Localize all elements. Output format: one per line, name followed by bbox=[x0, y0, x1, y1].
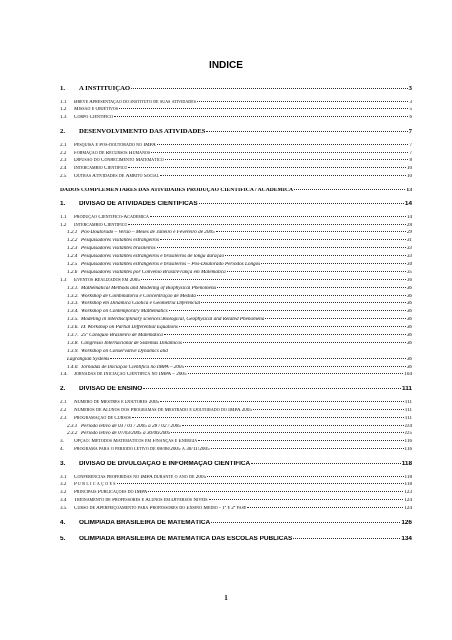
toc-entry-number: 3.1 bbox=[60, 474, 67, 480]
toc-entry-title: Breve Apresentação do Instituto de suas atividades bbox=[74, 99, 197, 105]
toc-dot-leader bbox=[199, 203, 404, 204]
toc-entry-number: 4. bbox=[60, 447, 64, 453]
toc-entry-title: Workshop on Contemporary Mathematics bbox=[81, 309, 168, 315]
toc-entry-page: 3 bbox=[408, 86, 412, 92]
toc-entry-number: 1.1 bbox=[60, 99, 67, 105]
toc-entry-page: 8 bbox=[409, 158, 412, 164]
toc-entry[interactable] bbox=[60, 520, 412, 530]
toc-dot-leader bbox=[143, 388, 401, 389]
toc-entry-title: OLIMPÍADA BRASILEIRA DE MATEMÁTICA DAS ESCOLAS PÚBLICAS bbox=[79, 535, 293, 542]
toc-dot-leader bbox=[227, 271, 406, 272]
toc-entry[interactable] bbox=[60, 215, 412, 223]
toc-dot-leader bbox=[119, 108, 408, 109]
toc-dot-leader bbox=[207, 476, 403, 477]
toc-entry-title: Programa para o período letivo de 08/08/2005 a 30/11/2005 bbox=[74, 447, 210, 453]
toc-entry[interactable] bbox=[60, 286, 412, 294]
toc-dot-leader bbox=[171, 432, 403, 433]
toc-entry-title: P u b l i c a ç õ e s bbox=[74, 482, 116, 488]
toc-entry-page: 124 bbox=[404, 506, 412, 512]
toc-entry-page: 28 bbox=[406, 222, 412, 228]
toc-entry-number: 1.3.4. bbox=[67, 309, 79, 315]
toc-entry-page: 36 bbox=[406, 293, 412, 299]
toc-entry-title: Congresso Internacional de Sistemas Dinâmicos bbox=[81, 340, 182, 346]
toc-entry-number: 1. bbox=[60, 86, 66, 92]
toc-entry-title: Difusão do Conhecimento Matemático bbox=[74, 158, 164, 164]
toc-entry[interactable] bbox=[60, 482, 412, 490]
toc-entry[interactable] bbox=[60, 333, 412, 341]
toc-entry-number: 1. bbox=[60, 201, 66, 208]
toc-dot-leader bbox=[160, 239, 406, 240]
toc-dot-leader bbox=[188, 373, 404, 374]
toc-entry-page: 33 bbox=[406, 246, 412, 252]
toc-entry-page: 123 bbox=[404, 490, 412, 496]
toc-entry[interactable] bbox=[60, 408, 412, 416]
toc-entry-number: 2.4 bbox=[60, 166, 67, 172]
toc-entry-number: 1.2 bbox=[60, 107, 67, 113]
toc-entry-page: 36 bbox=[406, 340, 412, 346]
toc-entry-title: Pesquisadores visitantes estrangeiros e brasileiros – Pós-Doutorado Períodos Longos bbox=[81, 261, 261, 267]
toc-entry-page: 118 bbox=[401, 461, 412, 468]
toc-entry-number: 2. bbox=[60, 129, 66, 136]
toc-entry-page: 111 bbox=[402, 386, 412, 393]
toc-entry-number: 1.1 bbox=[60, 214, 67, 220]
toc-entry-title: Jornadas de Iniciação Científica no IMPA – 2005 bbox=[74, 372, 187, 378]
toc-entry[interactable] bbox=[60, 158, 412, 166]
toc-entry-page: 114 bbox=[404, 423, 412, 429]
toc-entry[interactable] bbox=[60, 498, 412, 506]
toc-entry-title: Intercâmbio Científico bbox=[74, 222, 128, 228]
toc-entry[interactable] bbox=[60, 386, 412, 396]
toc-entry-number: 1.2.5 bbox=[67, 261, 78, 267]
toc-entry-title: DADOS COMPLEMENTARES DAS ATIVIDADES PRODUÇÃO CIENTÍFICA / ACADÊMICA bbox=[60, 188, 294, 194]
toc-entry[interactable] bbox=[60, 536, 412, 546]
toc-dot-leader bbox=[185, 366, 406, 367]
toc-entry[interactable] bbox=[60, 490, 412, 498]
toc-entry-page: 36 bbox=[406, 285, 412, 291]
toc-entry[interactable] bbox=[60, 223, 412, 231]
toc-entry[interactable] bbox=[60, 301, 412, 309]
toc-entry-number: 1.4.0. bbox=[67, 364, 79, 370]
toc-entry-title: Produção Científico-Acadêmica bbox=[74, 214, 149, 220]
toc-entry-page: 36 bbox=[406, 317, 412, 323]
toc-entry[interactable] bbox=[60, 341, 412, 349]
toc-entry-title: Pesquisa e Pós-doutorado no IMPA bbox=[74, 142, 156, 148]
toc-entry-title: Opção: Métodos Matemáticos em Finanças e Energia bbox=[74, 439, 198, 445]
toc-entry-number: 3.4 bbox=[60, 498, 67, 504]
toc-entry-title: Treinamento de Professores e Alunos em Diversos Níveis bbox=[74, 498, 208, 504]
toc-entry[interactable] bbox=[60, 246, 412, 254]
toc-entry-number: 1.4. bbox=[60, 372, 68, 378]
toc-dot-leader bbox=[211, 522, 400, 523]
toc-dot-leader bbox=[157, 144, 409, 145]
toc-dot-leader bbox=[211, 448, 404, 449]
toc-entry-number: 2.3.2 bbox=[67, 431, 78, 437]
toc-entry[interactable] bbox=[60, 270, 412, 278]
toc-dot-leader bbox=[183, 342, 406, 343]
toc-entry-title: Número de Mestres e Doutores 2005 bbox=[74, 399, 160, 405]
toc-entry-page: 118 bbox=[404, 482, 412, 488]
toc-entry-title: Formação de Recursos Humanos bbox=[74, 150, 151, 156]
toc-dot-leader bbox=[294, 189, 405, 190]
toc-dot-leader bbox=[148, 491, 403, 492]
toc-dot-leader bbox=[141, 279, 406, 280]
toc-entry[interactable] bbox=[60, 439, 412, 447]
toc-entry[interactable] bbox=[60, 100, 412, 108]
toc-entry[interactable] bbox=[60, 372, 412, 380]
toc-entry-number: 1.3.3. bbox=[67, 301, 79, 307]
toc-entry[interactable] bbox=[60, 294, 412, 302]
toc-entry-page: 118 bbox=[404, 474, 412, 480]
toc-entry-page: 10 bbox=[406, 166, 412, 172]
toc-entry-title: Jornadas de Iniciação Científica no IMPA – 2005 bbox=[81, 364, 185, 370]
toc-entry-number: 1.3 bbox=[60, 115, 67, 121]
toc-entry-title: Modeling in interdisciplinary sciences:Biological, Geophysical and Related Phenomena bbox=[81, 317, 265, 323]
table-of-contents bbox=[60, 86, 412, 545]
toc-dot-leader bbox=[206, 131, 407, 132]
toc-entry-page: 124 bbox=[404, 498, 412, 504]
toc-entry-page: 134 bbox=[401, 535, 412, 542]
toc-entry[interactable] bbox=[60, 461, 412, 471]
toc-dot-leader bbox=[217, 287, 406, 288]
toc-entry-page: 116 bbox=[404, 439, 412, 445]
toc-entry-page: 35 bbox=[406, 269, 412, 275]
toc-entry-number: 1.3.2. bbox=[67, 293, 79, 299]
toc-entry-page: 111 bbox=[404, 407, 412, 413]
toc-entry-number: 2.1 bbox=[60, 142, 67, 148]
toc-entry-title: Outras Atividades de Âmbito Social bbox=[74, 174, 160, 180]
toc-entry-page: 29 bbox=[406, 230, 412, 236]
toc-dot-leader bbox=[261, 263, 406, 264]
toc-entry-title: DIVISÃO DE ENSINO bbox=[79, 386, 143, 393]
toc-entry-title: Mathematical Methods and Modeling of Biophysical Phenomena bbox=[81, 285, 217, 291]
toc-entry-page: 115 bbox=[404, 431, 412, 437]
toc-entry-title: Workshop em Dinâmica Caótica e Geometria Diferencial bbox=[81, 301, 201, 307]
toc-entry[interactable] bbox=[60, 262, 412, 270]
toc-entry-title: Pós-Doutorado – Verão – Meses de Janeiro e Fevereiro de 2005 bbox=[81, 230, 215, 236]
page-title: INDICE bbox=[209, 60, 243, 71]
toc-entry-number: 1.3.6. bbox=[67, 325, 79, 331]
toc-entry[interactable] bbox=[60, 416, 412, 424]
toc-entry-title: Curso de Aperfeiçoamento para Professores do Ensino Médio - 1ª e 2ª fase bbox=[74, 506, 247, 512]
toc-entry-number: 1.2.6 bbox=[67, 269, 78, 275]
toc-entry[interactable] bbox=[60, 230, 412, 238]
toc-entry[interactable] bbox=[60, 238, 412, 246]
toc-entry-page: 7 bbox=[409, 150, 412, 156]
toc-dot-leader bbox=[160, 401, 404, 402]
toc-dot-leader bbox=[110, 358, 406, 359]
toc-dot-leader bbox=[160, 175, 406, 176]
toc-entry-page: 36 bbox=[406, 356, 412, 362]
page-number: 1 bbox=[224, 594, 228, 602]
toc-entry-number: 3.2 bbox=[60, 482, 67, 488]
toc-entry-page: 116 bbox=[404, 447, 412, 453]
toc-entry[interactable] bbox=[60, 365, 412, 373]
toc-dot-leader bbox=[117, 483, 404, 484]
toc-entry-number: 3.5 bbox=[60, 506, 67, 512]
toc-entry-page: 33 bbox=[406, 254, 412, 260]
toc-entry-page: 36 bbox=[406, 301, 412, 307]
toc-entry-page: 7 bbox=[408, 129, 412, 136]
toc-entry-number: 1.2 bbox=[60, 222, 67, 228]
toc-entry-number: 1.2.1 bbox=[67, 230, 78, 236]
toc-entry-page: 34 bbox=[406, 261, 412, 267]
toc-entry-title: Workshop on Conservative Dynamics and bbox=[81, 348, 168, 354]
toc-dot-leader bbox=[247, 507, 403, 508]
toc-entry-page: 36 bbox=[406, 364, 412, 370]
toc-entry-page: 6 bbox=[409, 115, 412, 121]
toc-entry-number: 2.1 bbox=[60, 399, 67, 405]
toc-entry-title: Período letivo de 07/03/2005 a 30/06/2005 bbox=[81, 431, 171, 437]
toc-entry-number: 1.3.5. bbox=[67, 317, 79, 323]
toc-entry[interactable] bbox=[60, 86, 412, 96]
toc-entry-title: Lagrangian Systems bbox=[67, 356, 110, 362]
toc-entry-page: 111 bbox=[404, 415, 412, 421]
toc-entry-page: 13 bbox=[406, 188, 412, 194]
toc-entry-number: 2. bbox=[60, 386, 66, 393]
toc-dot-leader bbox=[225, 255, 406, 256]
toc-entry-title: Eventos Realizados em 2005 bbox=[74, 277, 140, 283]
toc-entry-page: 126 bbox=[401, 520, 412, 527]
toc-entry[interactable] bbox=[60, 115, 412, 123]
toc-entry-title: DIVISÃO DE ATIVIDADES CIENTÍFICAS bbox=[79, 201, 198, 208]
toc-entry[interactable] bbox=[60, 188, 412, 197]
toc-entry-page: 7 bbox=[409, 142, 412, 148]
toc-entry[interactable] bbox=[60, 201, 412, 211]
toc-entry-page: 31 bbox=[406, 238, 412, 244]
toc-entry-number: 4. bbox=[60, 520, 66, 527]
toc-entry-page: 111 bbox=[404, 399, 412, 405]
toc-entry[interactable] bbox=[60, 309, 412, 317]
toc-entry-title: Pesquisadores visitantes estrangeiros bbox=[81, 238, 159, 244]
toc-entry-title: Pesquisadores visitantes estrangeiros e brasileiros de longa duração bbox=[81, 254, 225, 260]
toc-entry[interactable] bbox=[60, 129, 412, 139]
toc-dot-leader bbox=[197, 101, 408, 102]
toc-entry-number: 3. bbox=[60, 439, 64, 445]
toc-dot-leader bbox=[198, 440, 403, 441]
toc-dot-leader bbox=[165, 159, 409, 160]
toc-entry[interactable] bbox=[60, 431, 412, 439]
toc-entry-number: 1.2.2 bbox=[67, 238, 78, 244]
toc-entry-number: 2.3.1 bbox=[67, 423, 78, 429]
toc-dot-leader bbox=[182, 425, 404, 426]
toc-entry[interactable] bbox=[60, 278, 412, 286]
toc-entry-number: 2.3 bbox=[60, 158, 67, 164]
toc-entry-page: 104 bbox=[404, 372, 412, 378]
toc-entry-title: DIVISÃO DE DIVULGAÇÃO E INFORMAÇÃO CIENTÍFICA bbox=[79, 461, 251, 468]
toc-entry-page: 14 bbox=[406, 214, 412, 220]
toc-entry-number: 2.3 bbox=[60, 415, 67, 421]
toc-dot-leader bbox=[131, 88, 408, 89]
toc-entry-title: Programação de Cursos bbox=[74, 415, 131, 421]
toc-entry[interactable] bbox=[60, 447, 412, 455]
toc-dot-leader bbox=[197, 295, 406, 296]
toc-entry-title: Números de Alunos dos Programas de Mestrado e Doutorado do IMPA 2005 bbox=[74, 407, 253, 413]
toc-dot-leader bbox=[150, 216, 406, 217]
toc-dot-leader bbox=[128, 224, 405, 225]
toc-entry-number: 1.3.8. bbox=[67, 340, 79, 346]
toc-entry[interactable] bbox=[60, 424, 412, 432]
toc-entry-title: OLIMPÍADA BRASILEIRA DE MATEMÁTICA bbox=[79, 520, 211, 527]
toc-entry-number: 1.2.3 bbox=[67, 246, 78, 252]
toc-dot-leader bbox=[157, 247, 406, 248]
toc-entry-number: 3.2 bbox=[60, 490, 67, 496]
toc-entry-number: 1.3.7. bbox=[67, 332, 79, 338]
toc-entry-number: 2.2 bbox=[60, 407, 67, 413]
toc-entry-title: Período letivo de 03 / 01 / 2005 a 28 / 02 / 2005 bbox=[81, 423, 181, 429]
toc-entry-number: 2.2 bbox=[60, 150, 67, 156]
toc-entry-number: 3. bbox=[60, 461, 66, 468]
toc-entry-title: Workshop de Combinatória e Concentração de Medida bbox=[81, 293, 196, 299]
toc-dot-leader bbox=[201, 302, 406, 303]
toc-dot-leader bbox=[151, 152, 408, 153]
toc-entry[interactable] bbox=[60, 506, 412, 514]
toc-entry-title: Intercâmbio Científico bbox=[74, 166, 128, 172]
toc-entry-title: Pesquisadores visitantes por Convênio Brasil/França em Matemática bbox=[81, 269, 226, 275]
toc-dot-leader bbox=[179, 326, 406, 327]
toc-dot-leader bbox=[128, 167, 405, 168]
toc-entry-title: Conferências proferidas no IMPA durante o ano de 2005 bbox=[74, 474, 207, 480]
toc-entry[interactable] bbox=[60, 151, 412, 159]
toc-dot-leader bbox=[209, 499, 404, 500]
toc-entry[interactable] bbox=[60, 357, 412, 365]
toc-entry-number: 1.3.9. bbox=[67, 348, 79, 354]
toc-entry-number: 5. bbox=[60, 535, 66, 542]
toc-dot-leader bbox=[164, 334, 406, 335]
toc-entry-number: 1.3.1. bbox=[67, 285, 79, 291]
toc-entry-title: 25º Colóquio Brasileiro de Matemática bbox=[81, 332, 163, 338]
toc-entry[interactable] bbox=[60, 143, 412, 151]
toc-entry-title: Corpo Científico bbox=[74, 115, 114, 121]
toc-entry[interactable] bbox=[60, 349, 412, 357]
toc-dot-leader bbox=[253, 409, 404, 410]
toc-dot-leader bbox=[114, 116, 408, 117]
toc-entry-title: DESENVOLVIMENTO DAS ATIVIDADES bbox=[79, 129, 206, 136]
toc-entry-number: 2.5 bbox=[60, 174, 67, 180]
toc-entry[interactable] bbox=[60, 325, 412, 333]
toc-entry[interactable] bbox=[60, 317, 412, 325]
toc-entry-page: 10 bbox=[406, 174, 412, 180]
toc-entry-page: 36 bbox=[406, 332, 412, 338]
toc-dot-leader bbox=[132, 417, 404, 418]
toc-dot-leader bbox=[169, 310, 406, 311]
toc-entry[interactable] bbox=[60, 254, 412, 262]
toc-entry[interactable] bbox=[60, 107, 412, 115]
toc-dot-leader bbox=[293, 538, 400, 539]
toc-entry[interactable] bbox=[60, 400, 412, 408]
toc-entry-page: 14 bbox=[404, 201, 412, 208]
toc-entry-page: 36 bbox=[406, 325, 412, 331]
toc-entry[interactable] bbox=[60, 475, 412, 483]
toc-entry-number: 1.3 bbox=[60, 277, 67, 283]
toc-entry-title: Pesquisadores visitantes brasileiros bbox=[81, 246, 156, 252]
toc-entry-page: 5 bbox=[409, 107, 412, 113]
toc-entry-title: IX Workshop on Partial Differential Equations bbox=[81, 325, 178, 331]
toc-entry[interactable] bbox=[60, 166, 412, 174]
toc-entry-title: A INSTITUIÇÃO bbox=[79, 86, 131, 92]
toc-entry-page: 3 bbox=[409, 99, 412, 105]
toc-entry-number: 1.2.4 bbox=[67, 254, 78, 260]
toc-entry-title: Principais Publicações do IMPA bbox=[74, 490, 148, 496]
toc-dot-leader bbox=[251, 463, 401, 464]
toc-entry-page: 36 bbox=[406, 309, 412, 315]
toc-dot-leader bbox=[265, 318, 405, 319]
toc-entry[interactable] bbox=[60, 174, 412, 182]
toc-entry-page: 36 bbox=[406, 277, 412, 283]
toc-entry-title: Missão e Objetivos bbox=[74, 107, 119, 113]
toc-dot-leader bbox=[216, 231, 406, 232]
